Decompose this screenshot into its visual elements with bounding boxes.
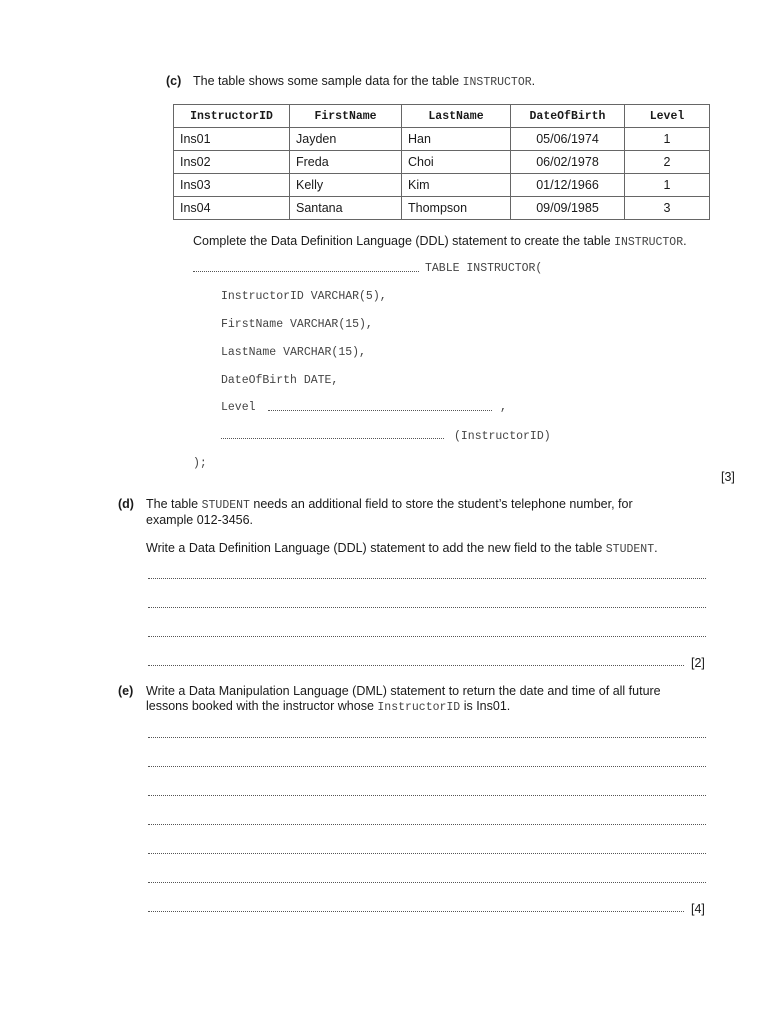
d-text-1: The table: [146, 497, 199, 511]
intro-table-name: INSTRUCTOR: [462, 76, 532, 89]
question-d-instruction: [146, 541, 658, 556]
answer-line[interactable]: [148, 882, 706, 883]
answer-line[interactable]: [148, 607, 706, 608]
table-cell: Jayden: [290, 128, 402, 151]
table-cell: Ins01: [174, 128, 290, 151]
intro-end: .: [531, 74, 536, 88]
table-row: [174, 197, 710, 220]
table-cell: 3: [625, 197, 710, 220]
ddl-line-4: LastName VARCHAR(15),: [221, 346, 366, 359]
ddl-line-8: );: [193, 457, 207, 470]
instruction-text: Complete the Data Definition Language (DDL) statement to create the table: [193, 234, 611, 248]
table-cell: Han: [402, 128, 511, 151]
e-text-2a: lessons booked with the instructor whose: [146, 699, 374, 713]
question-d-text: [146, 497, 708, 528]
instruction-end: .: [683, 234, 687, 248]
marks-e: [4]: [691, 902, 705, 916]
instruction-table-name: INSTRUCTOR: [614, 236, 684, 249]
question-e-text: [146, 684, 708, 715]
marks-c: [3]: [721, 470, 735, 484]
answer-line[interactable]: [148, 578, 706, 579]
table-cell: Kim: [402, 174, 511, 197]
answer-line[interactable]: [148, 911, 684, 912]
ddl-line-2: InstructorID VARCHAR(5),: [221, 290, 387, 303]
e-field-name: InstructorID: [377, 701, 461, 714]
ddl-line-7-suffix: (InstructorID): [454, 430, 551, 443]
column-header: LastName: [402, 105, 511, 128]
column-header: Level: [625, 105, 710, 128]
table-cell: 05/06/1974: [511, 128, 625, 151]
ddl-line-5: DateOfBirth DATE,: [221, 374, 339, 387]
answer-line[interactable]: [148, 737, 706, 738]
question-c-intro: [193, 74, 535, 89]
ddl-line-3: FirstName VARCHAR(15),: [221, 318, 373, 331]
d-instruction-end: .: [654, 541, 658, 555]
d-text-3: example 012-3456.: [146, 513, 254, 527]
answer-line[interactable]: [148, 766, 706, 767]
table-header-row: [174, 105, 710, 128]
d-table-name: STUDENT: [201, 499, 250, 512]
column-header: InstructorID: [174, 105, 290, 128]
table-cell: 09/09/1985: [511, 197, 625, 220]
intro-text: The table shows some sample data for the table: [193, 74, 460, 88]
table-cell: Ins03: [174, 174, 290, 197]
e-text-1: Write a Data Manipulation Language (DML) statement to return the date and time of all future: [146, 684, 661, 698]
d-text-2: needs an additional field to store the student’s telephone number, for: [253, 497, 633, 511]
table-cell: 1: [625, 128, 710, 151]
table-cell: 1: [625, 174, 710, 197]
answer-line[interactable]: [148, 795, 706, 796]
answer-line[interactable]: [193, 271, 419, 272]
question-label-e: (e): [118, 684, 134, 698]
answer-line[interactable]: [268, 410, 492, 411]
table-row: [174, 128, 710, 151]
answer-line[interactable]: [148, 665, 684, 666]
table-cell: Ins04: [174, 197, 290, 220]
answer-line[interactable]: [221, 438, 444, 439]
ddl-line-6-suffix: ,: [500, 401, 507, 414]
question-c-instruction: [193, 234, 687, 249]
table-cell: Kelly: [290, 174, 402, 197]
d-instruction-table-name: STUDENT: [605, 543, 655, 556]
ddl-line-6-prefix: Level: [221, 401, 256, 414]
d-instruction-text: Write a Data Definition Language (DDL) statement to add the new field to the table: [146, 541, 603, 555]
answer-line[interactable]: [148, 853, 706, 854]
column-header: DateOfBirth: [511, 105, 625, 128]
table-row: [174, 174, 710, 197]
answer-line[interactable]: [148, 636, 706, 637]
marks-d: [2]: [691, 656, 705, 670]
table-cell: 06/02/1978: [511, 151, 625, 174]
question-label-d: (d): [118, 497, 134, 511]
table-cell: Choi: [402, 151, 511, 174]
ddl-line-1: TABLE INSTRUCTOR(: [425, 262, 543, 275]
question-label-c: (c): [166, 74, 182, 88]
table-cell: Freda: [290, 151, 402, 174]
table-cell: Thompson: [402, 197, 511, 220]
e-text-2b: is Ins01.: [463, 699, 511, 713]
answer-line[interactable]: [148, 824, 706, 825]
table-cell: Santana: [290, 197, 402, 220]
instructor-sample-table: [173, 104, 710, 220]
table-cell: 2: [625, 151, 710, 174]
column-header: FirstName: [290, 105, 402, 128]
table-row: [174, 151, 710, 174]
table-cell: Ins02: [174, 151, 290, 174]
table-cell: 01/12/1966: [511, 174, 625, 197]
